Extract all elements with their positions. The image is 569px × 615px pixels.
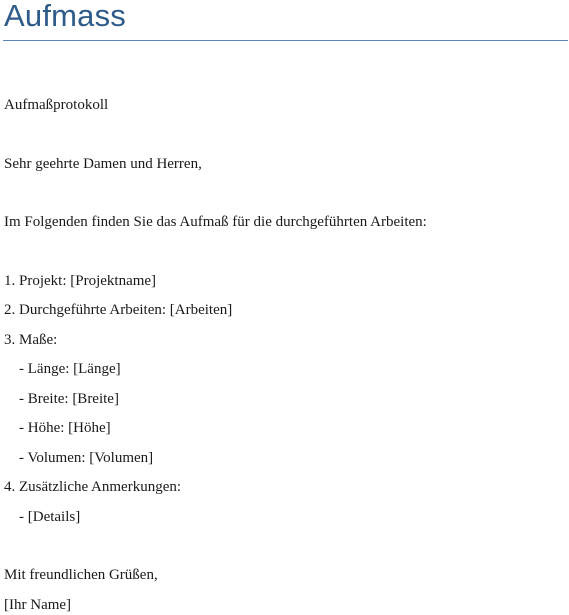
greeting-line: Sehr geehrte Damen und Herren, (4, 156, 202, 172)
document-subtitle: Aufmaßprotokoll (4, 97, 109, 113)
sub-item-details: - [Details] (19, 509, 81, 525)
list-item-measurements: 3. Maße: (4, 332, 58, 348)
sub-item-height: - Höhe: [Höhe] (19, 420, 111, 436)
document-title: Aufmass (4, 0, 126, 33)
sub-item-volume: - Volumen: [Volumen] (19, 450, 154, 466)
intro-line: Im Folgenden finden Sie das Aufmaß für die durchgeführten Arbeiten: (4, 214, 427, 230)
list-item-work: 2. Durchgeführte Arbeiten: [Arbeiten] (4, 302, 233, 318)
list-item-notes: 4. Zusätzliche Anmerkungen: (4, 479, 182, 495)
closing-line: Mit freundlichen Grüßen, (4, 567, 158, 583)
title-divider (3, 40, 568, 41)
sub-item-width: - Breite: [Breite] (19, 391, 119, 407)
sub-item-length: - Länge: [Länge] (19, 361, 121, 377)
list-item-project: 1. Projekt: [Projektname] (4, 273, 157, 289)
signature-line: [Ihr Name] (4, 597, 72, 613)
